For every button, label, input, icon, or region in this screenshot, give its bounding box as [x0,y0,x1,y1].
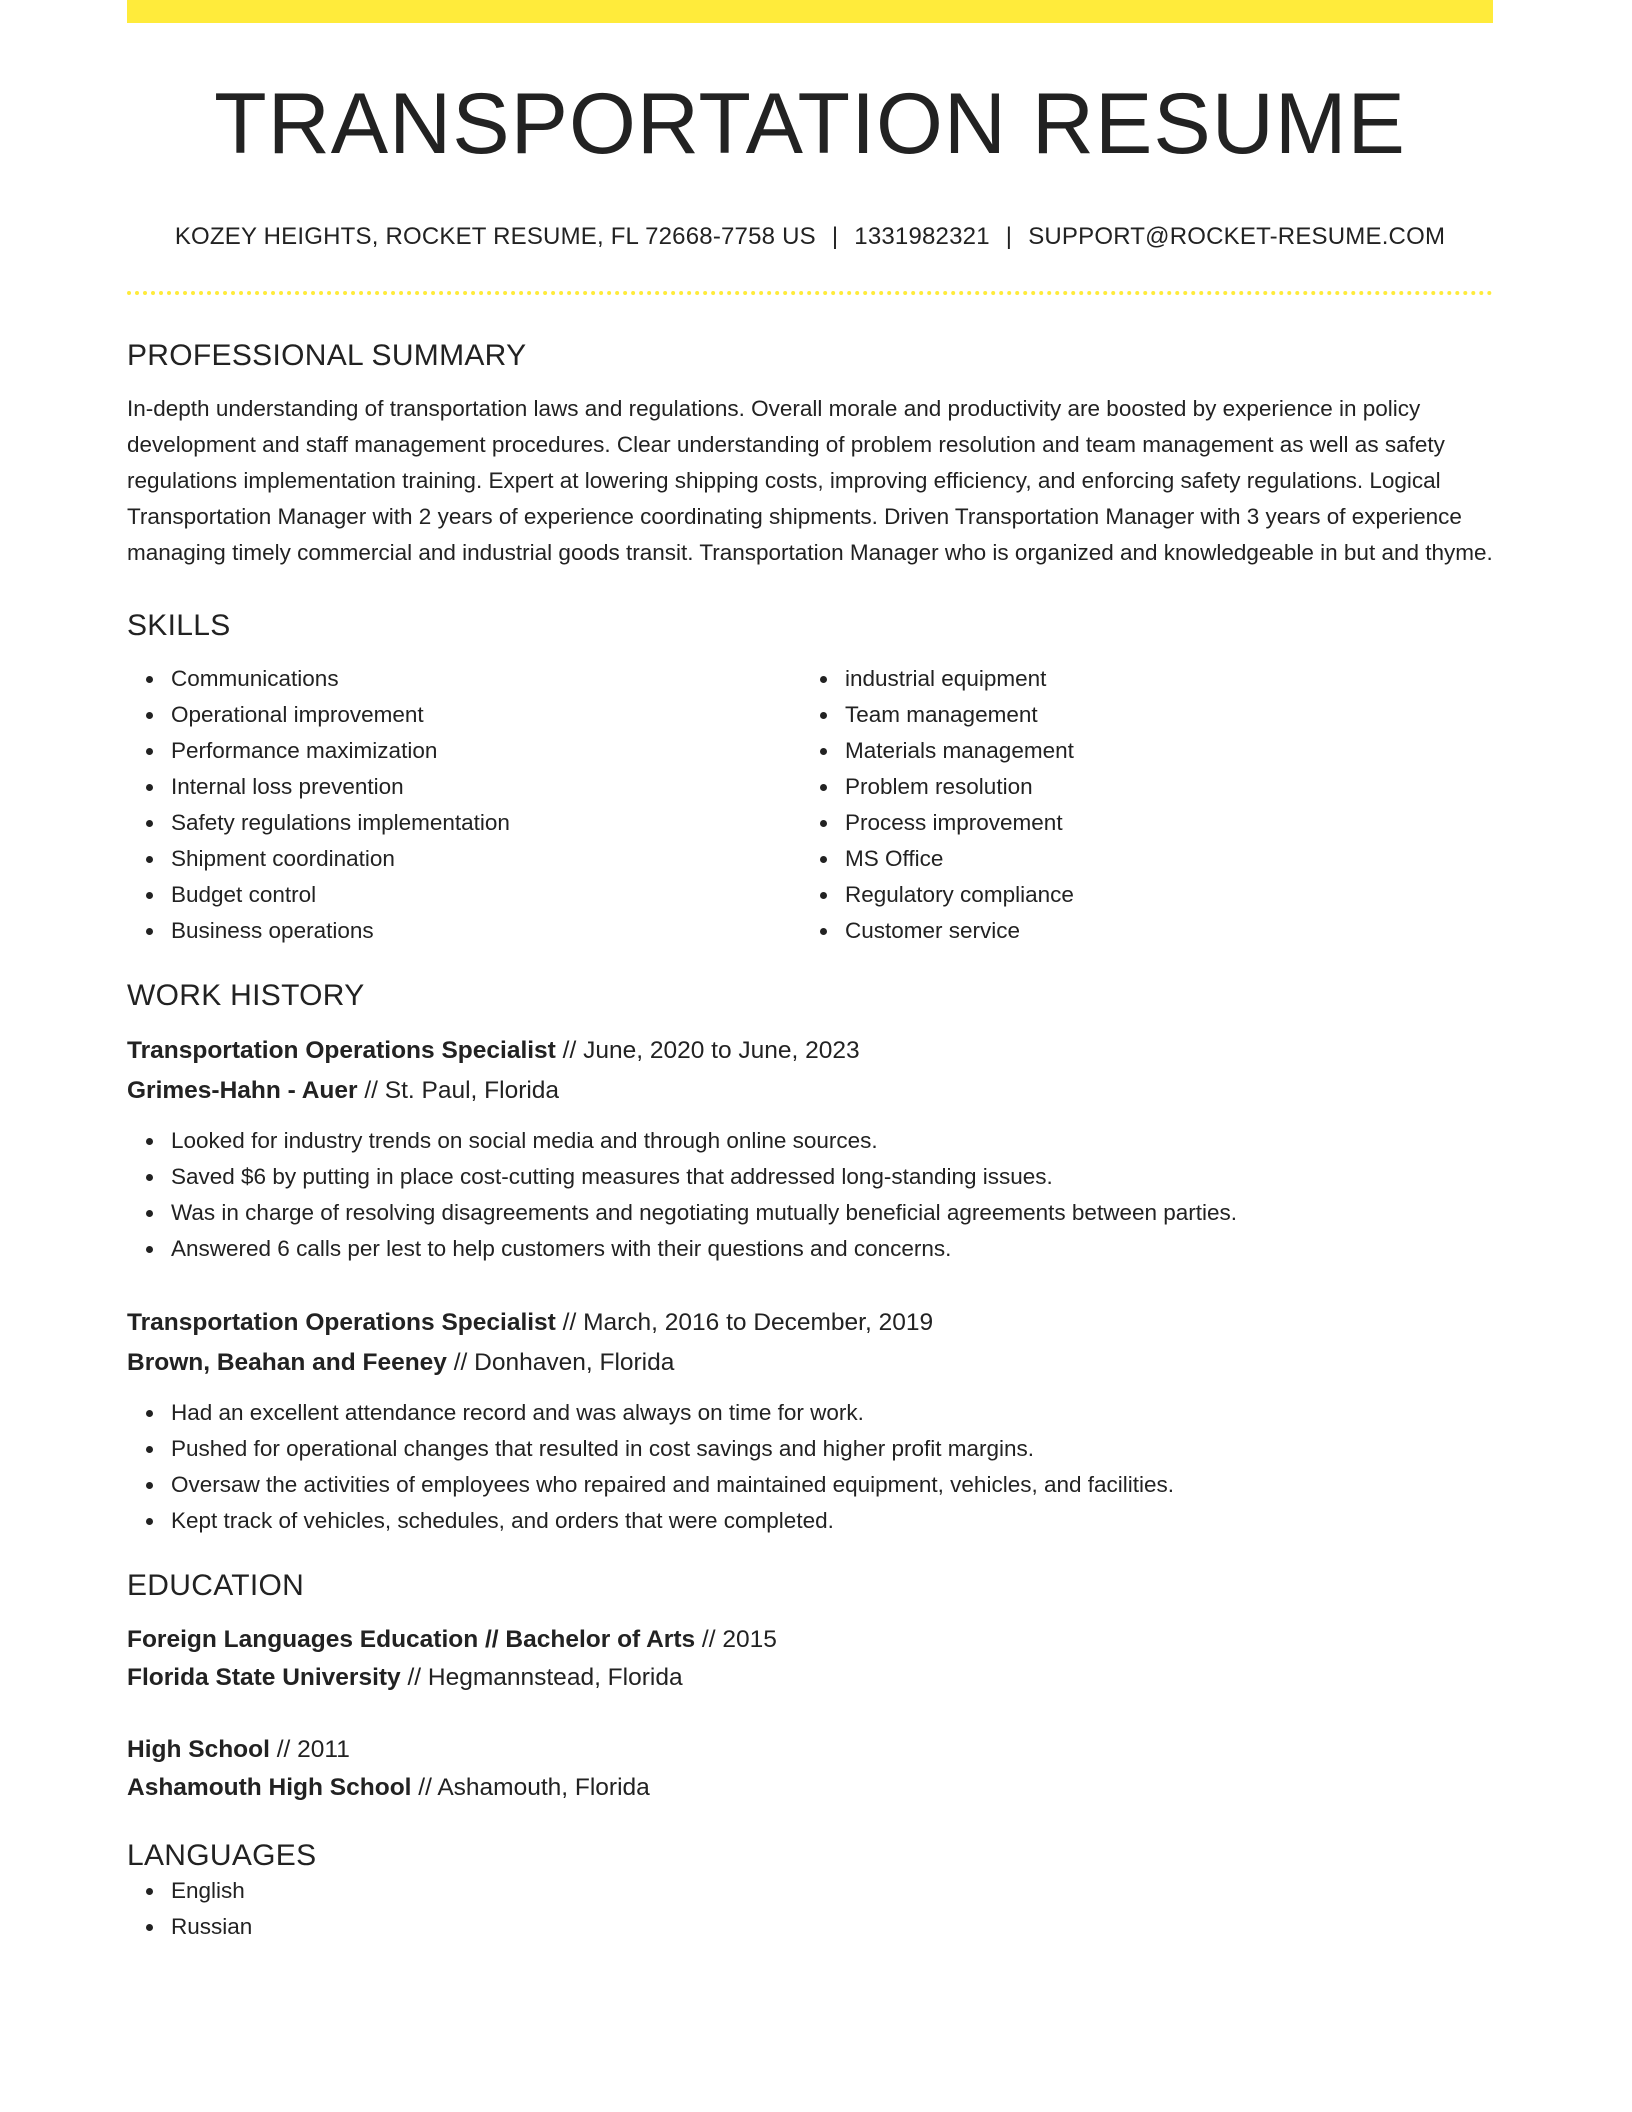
skill-item: Customer service [845,913,1475,949]
resume-page [127,0,1493,1945]
job-duty: Was in charge of resolving disagreements and negotiating mutually beneficial agreements between parties. [171,1195,1493,1231]
skills-column-right [801,661,1475,949]
skills-list-left [127,661,801,949]
education-school: Ashamouth High School [127,1774,412,1801]
job-entry [127,1031,1493,1267]
skills-list-right [801,661,1475,949]
skills-heading: SKILLS [127,609,231,642]
job-duties-list [127,1123,1493,1267]
job-dates: // June, 2020 to June, 2023 [555,1037,860,1064]
contact-separator: | [1005,223,1013,250]
job-duty: Looked for industry trends on social media and through online sources. [171,1123,1493,1159]
summary-text: In-depth understanding of transportation laws and regulations. Overall morale and productivity are boosted by experience in policy development and staff management procedures. Clear understanding of problem resolution and team management as well as safety regulations implementation training. Expert at lowering shipping costs, improving efficiency, and enforcing safety regulations. Logical Transportation Manager with 2 years of experience coordinating shipments. Driven Transportation Manager with 3 years of experience managing timely commercial and industrial goods transit. Transportation Manager who is organized and knowledgeable in but and thyme. [127,396,1493,565]
skills-column-left [127,661,801,949]
job-duty: Kept track of vehicles, schedules, and orders that were completed. [171,1503,1493,1539]
job-company-line [127,1071,1493,1111]
education-heading: EDUCATION [127,1569,305,1602]
job-duties-list [127,1395,1493,1539]
job-duty: Oversaw the activities of employees who repaired and maintained equipment, vehicles, and facilities. [171,1467,1493,1503]
contact-phone: 1331982321 [854,223,990,250]
skill-item: Team management [845,697,1475,733]
skill-item: Performance maximization [171,733,801,769]
resume-title: TRANSPORTATION RESUME [214,76,1406,172]
job-duty: Answered 6 calls per lest to help customers with their questions and concerns. [171,1231,1493,1267]
skills-columns [127,661,1493,949]
education-degree: Foreign Languages Education // Bachelor of Arts [127,1626,696,1653]
skill-item: Operational improvement [171,697,801,733]
skill-item: Process improvement [845,805,1475,841]
accent-top-bar [127,0,1493,23]
education-degree-line [127,1621,1493,1659]
skill-item: industrial equipment [845,661,1475,697]
education-entry [127,1731,1493,1807]
education-location: // Ashamouth, Florida [411,1774,650,1801]
job-duty: Pushed for operational changes that resulted in cost savings and higher profit margins. [171,1431,1493,1467]
languages-heading: LANGUAGES [127,1839,317,1872]
language-item: Russian [171,1909,1493,1945]
contact-separator: | [831,223,839,250]
skill-item: Budget control [171,877,801,913]
job-duty: Had an excellent attendance record and was always on time for work. [171,1395,1493,1431]
skill-item: Regulatory compliance [845,877,1475,913]
job-location: // Donhaven, Florida [446,1349,675,1376]
job-title-line [127,1303,1493,1343]
job-role: Transportation Operations Specialist [127,1309,556,1336]
education-year: // 2011 [269,1736,350,1763]
skill-item: Communications [171,661,801,697]
languages-list [127,1873,1493,1945]
skill-item: Safety regulations implementation [171,805,801,841]
language-item: English [171,1873,1493,1909]
contact-email: SUPPORT@ROCKET-RESUME.COM [1028,223,1446,250]
education-school-line [127,1659,1493,1697]
work-history-heading: WORK HISTORY [127,979,365,1012]
education-entry [127,1621,1493,1697]
education-school-line [127,1769,1493,1807]
education-school: Florida State University [127,1664,401,1691]
job-duty: Saved $6 by putting in place cost-cutting measures that addressed long-standing issues. [171,1159,1493,1195]
job-dates: // March, 2016 to December, 2019 [555,1309,934,1336]
skill-item: MS Office [845,841,1475,877]
education-degree-line [127,1731,1493,1769]
job-title-line [127,1031,1493,1071]
job-company: Brown, Beahan and Feeney [127,1349,447,1376]
skill-item: Internal loss prevention [171,769,801,805]
job-entry [127,1303,1493,1539]
summary-heading: PROFESSIONAL SUMMARY [127,339,527,372]
education-year: // 2015 [695,1626,777,1653]
job-company-line [127,1343,1493,1383]
job-location: // St. Paul, Florida [357,1077,560,1104]
skill-item: Problem resolution [845,769,1475,805]
header-divider [127,291,1493,295]
education-location: // Hegmannstead, Florida [400,1664,683,1691]
job-company: Grimes-Hahn - Auer [127,1077,358,1104]
contact-line [127,223,1493,251]
education-degree: High School [127,1736,270,1763]
job-role: Transportation Operations Specialist [127,1037,556,1064]
contact-address: KOZEY HEIGHTS, ROCKET RESUME, FL 72668-7758 US [174,223,816,250]
skill-item: Shipment coordination [171,841,801,877]
skill-item: Materials management [845,733,1475,769]
skill-item: Business operations [171,913,801,949]
